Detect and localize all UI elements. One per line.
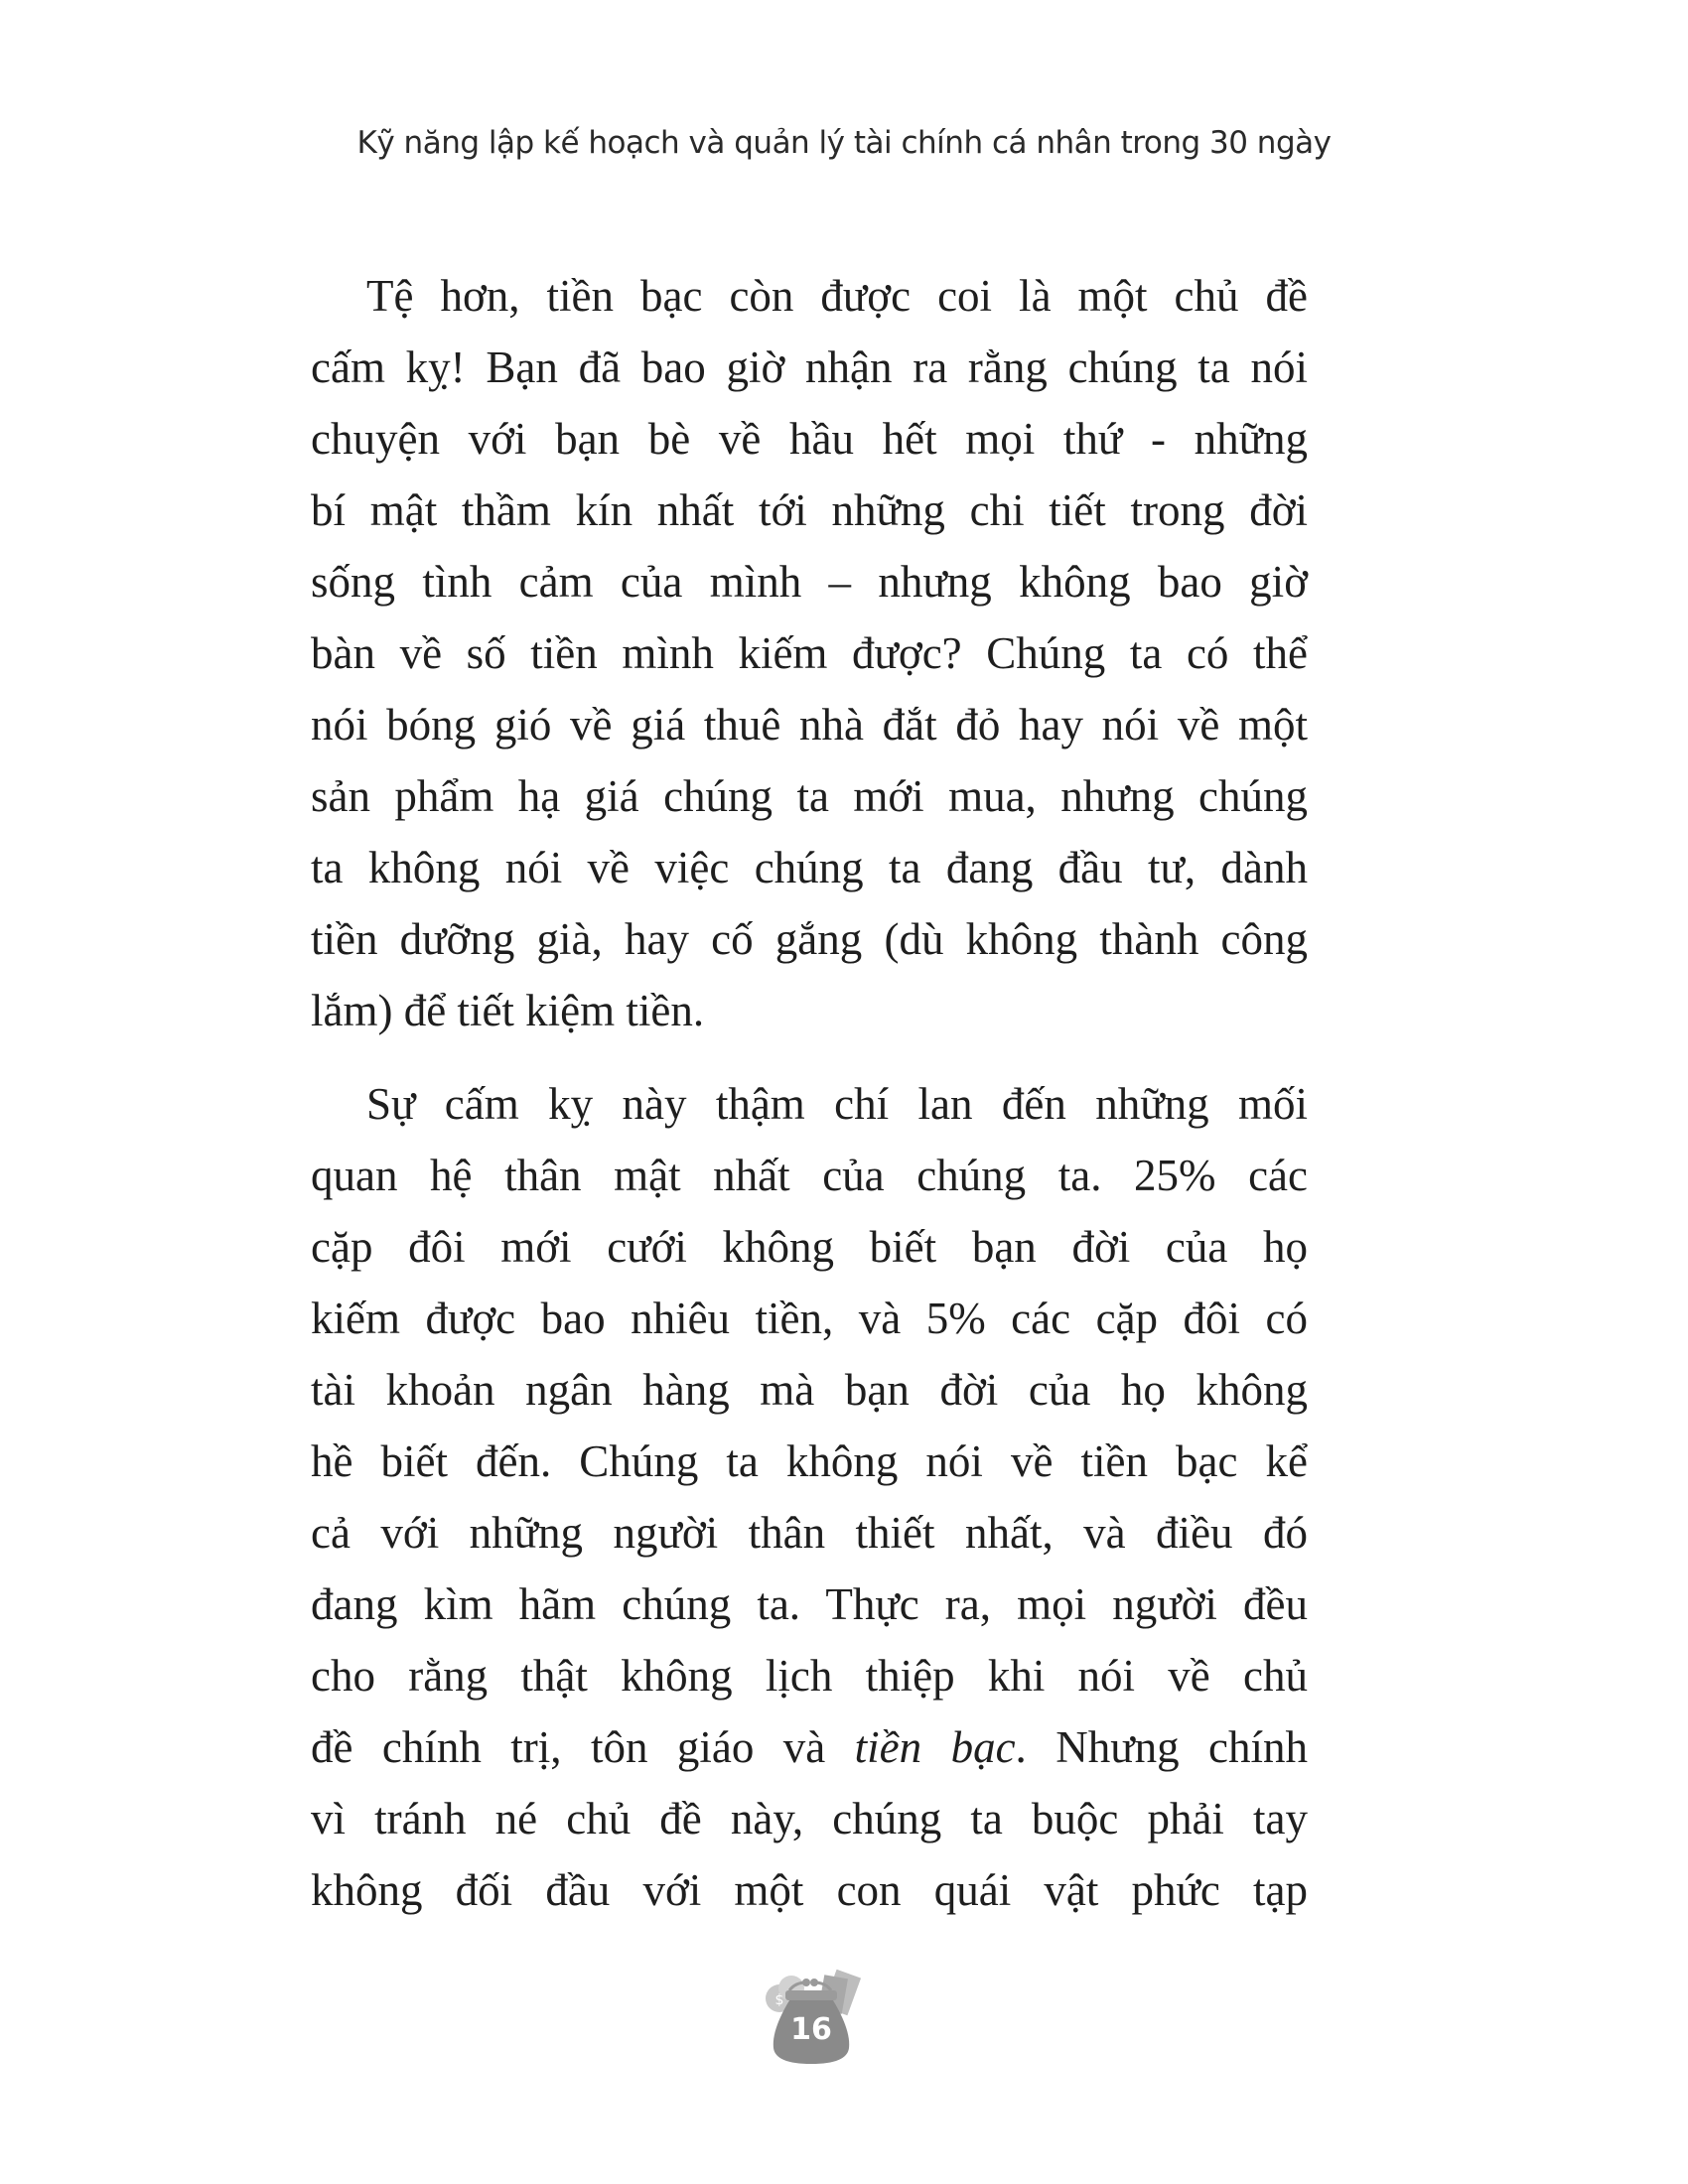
- text-line: ta không nói về việc chúng ta đang đầu tư, dành: [311, 843, 1308, 892]
- text-line: quan hệ thân mật nhất của chúng ta. 25% các: [311, 1151, 1308, 1200]
- text-line: Sự cấm kỵ này thậm chí lan đến những mối: [366, 1079, 1308, 1129]
- text-line: chuyện với bạn bè về hầu hết mọi thứ - những: [311, 414, 1308, 464]
- text-line: đang kìm hãm chúng ta. Thực ra, mọi người đều: [311, 1579, 1308, 1629]
- text-line: cho rằng thật không lịch thiệp khi nói về chủ: [311, 1651, 1308, 1701]
- text-line: cấm kỵ! Bạn đã bao giờ nhận ra rằng chúng ta nói: [311, 342, 1308, 392]
- text-line: vì tránh né chủ đề này, chúng ta buộc phải tay: [311, 1794, 1308, 1843]
- text-line: bàn về số tiền mình kiếm được? Chúng ta có thể: [311, 628, 1308, 678]
- text-line: sống tình cảm của mình – nhưng không bao giờ: [311, 557, 1308, 607]
- svg-text:$: $: [774, 1992, 784, 2008]
- page-number: 16: [790, 2012, 832, 2047]
- running-header: Kỹ năng lập kế hoạch và quản lý tài chính cá nhân trong 30 ngày: [356, 125, 1332, 161]
- text-line: cặp đôi mới cưới không biết bạn đời của họ: [311, 1222, 1308, 1272]
- paragraph-2: [311, 1068, 1308, 1926]
- text-line: bí mật thầm kín nhất tới những chi tiết trong đời: [311, 485, 1308, 535]
- page-number-badge: [752, 1961, 871, 2070]
- emphasis-text: tiền bạc: [854, 1722, 1016, 1772]
- text-line: cả với những người thân thiết nhất, và điều đó: [311, 1508, 1308, 1558]
- text-segment: đề chính trị, tôn giáo và: [311, 1722, 855, 1772]
- text-line: tài khoản ngân hàng mà bạn đời của họ không: [311, 1365, 1308, 1415]
- text-line: nói bóng gió về giá thuê nhà đắt đỏ hay nói về một: [311, 700, 1308, 750]
- text-line: lắm) để tiết kiệm tiền.: [311, 986, 705, 1035]
- text-line: [311, 1711, 1308, 1783]
- body-text: [311, 260, 1308, 1948]
- text-segment: . Nhưng chính: [1015, 1722, 1308, 1772]
- paragraph-1: [311, 260, 1308, 1046]
- text-line: không đối đầu với một con quái vật phức tạp: [311, 1865, 1308, 1915]
- text-line: sản phẩm hạ giá chúng ta mới mua, nhưng chúng: [311, 771, 1308, 821]
- text-line: Tệ hơn, tiền bạc còn được coi là một chủ đề: [366, 271, 1308, 321]
- text-line: tiền dưỡng già, hay cố gắng (dù không thành công: [311, 914, 1308, 964]
- text-line: hề biết đến. Chúng ta không nói về tiền bạc kể: [311, 1436, 1308, 1486]
- text-line: kiếm được bao nhiêu tiền, và 5% các cặp đôi có: [311, 1294, 1308, 1343]
